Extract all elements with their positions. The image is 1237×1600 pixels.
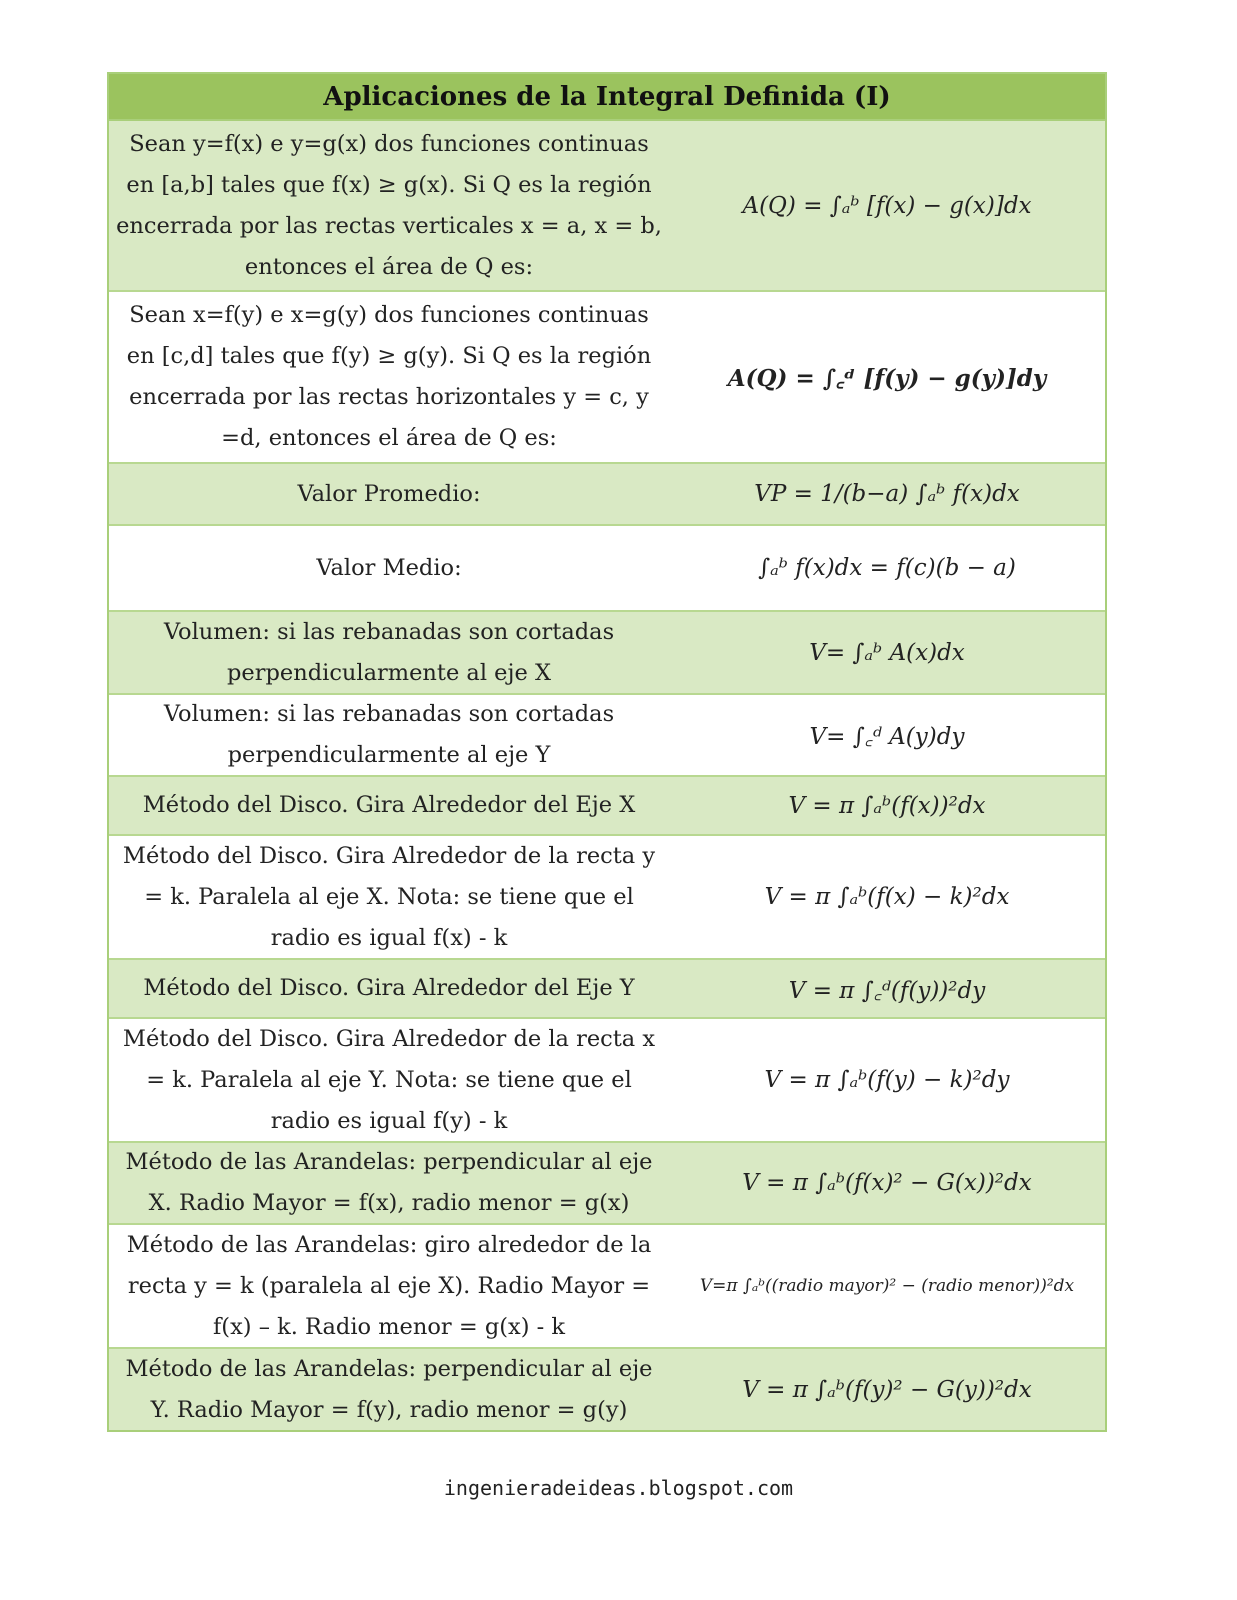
row-formula: A(Q) = ∫꜀ᵈ [f(y) − g(y)]dy [727, 365, 1047, 392]
table-row [109, 695, 1105, 777]
row-description: Método del Disco. Gira Alrededor del Eje Y [143, 975, 635, 1001]
table-row [109, 464, 1105, 526]
table-row [109, 121, 1105, 292]
row-description: Volumen: si las rebanadas son cortadas perpendicularmente al eje Y [163, 701, 615, 768]
row-formula: V = π ∫ₐᵇ(f(y) − k)²dy [764, 1067, 1010, 1093]
row-formula: V= ∫ₐᵇ A(x)dx [809, 639, 965, 666]
row-description: Sean y=f(x) e y=g(x) dos funciones continuas en [a,b] tales que f(x) ≥ g(x). Si Q es la región encerrada por las rectas verticales x = a, x = b, entonces el área de Q es: [116, 130, 662, 280]
row-description: Volumen: si las rebanadas son cortadas perpendicularmente al eje X [163, 618, 615, 686]
table-row [109, 960, 1105, 1019]
table-row [109, 836, 1105, 960]
row-formula: V = π ∫ₐᵇ(f(y)² − G(y))²dx [742, 1376, 1032, 1403]
table-row [109, 292, 1105, 464]
row-formula: V= ∫꜀ᵈ A(y)dy [809, 724, 965, 750]
row-formula: ∫ₐᵇ f(x)dx = f(c)(b − a) [758, 555, 1016, 581]
row-description: Método de las Arandelas: perpendicular al eje Y. Radio Mayor = f(y), radio menor = g(y) [125, 1355, 653, 1423]
table-row [109, 612, 1105, 695]
row-formula: V = π ∫ₐᵇ(f(x))²dx [788, 792, 986, 819]
row-description: Método del Disco. Gira Alrededor de la recta x = k. Paralela al eje Y. Nota: se tiene que el radio es igual f(y) - k [122, 1025, 656, 1134]
row-formula: V = π ∫ₐᵇ(f(x) − k)²dx [764, 884, 1010, 910]
row-formula: A(Q) = ∫ₐᵇ [f(x) − g(x)]dx [742, 192, 1032, 219]
row-description: Método de las Arandelas: giro alrededor de la recta y = k (paralela al eje X). Radio Mayor = f(x) – k. Radio menor = g(x) - k [126, 1231, 652, 1340]
row-description: Valor Medio: [316, 554, 462, 581]
row-formula: V = π ∫ₐᵇ(f(x)² − G(x))²dx [742, 1170, 1032, 1196]
table-row [109, 526, 1105, 612]
row-description: Valor Promedio: [297, 480, 481, 507]
table-row [109, 1143, 1105, 1225]
row-formula: VP = 1/(b−a) ∫ₐᵇ f(x)dx [754, 481, 1020, 507]
table-row [109, 1225, 1105, 1349]
row-description: Método del Disco. Gira Alrededor de la recta y = k. Paralela al eje X. Nota: se tiene que el radio es igual f(x) - k [122, 842, 656, 951]
footer-url: ingenieradeideas.blogspot.com [443, 1476, 794, 1500]
table-row [109, 1349, 1105, 1430]
table-row [109, 1019, 1105, 1143]
table-title: Aplicaciones de la Integral Definida (I) [109, 74, 1105, 121]
row-formula: V = π ∫꜀ᵈ(f(y))²dy [788, 977, 986, 1004]
row-description: Sean x=f(y) e x=g(y) dos funciones continuas en [c,d] tales que f(y) ≥ g(y). Si Q es la región encerrada por las rectas horizontales y = c, y =d, entonces el área de Q es: [126, 302, 652, 451]
row-formula: V=π ∫ₐᵇ((radio mayor)² − (radio menor))²dx [699, 1276, 1075, 1296]
formula-table [107, 72, 1107, 1432]
row-description: Método de las Arandelas: perpendicular al eje X. Radio Mayor = f(x), radio menor = g(x) [125, 1149, 653, 1216]
row-description: Método del Disco. Gira Alrededor del Eje X [142, 792, 636, 818]
table-row [109, 777, 1105, 836]
